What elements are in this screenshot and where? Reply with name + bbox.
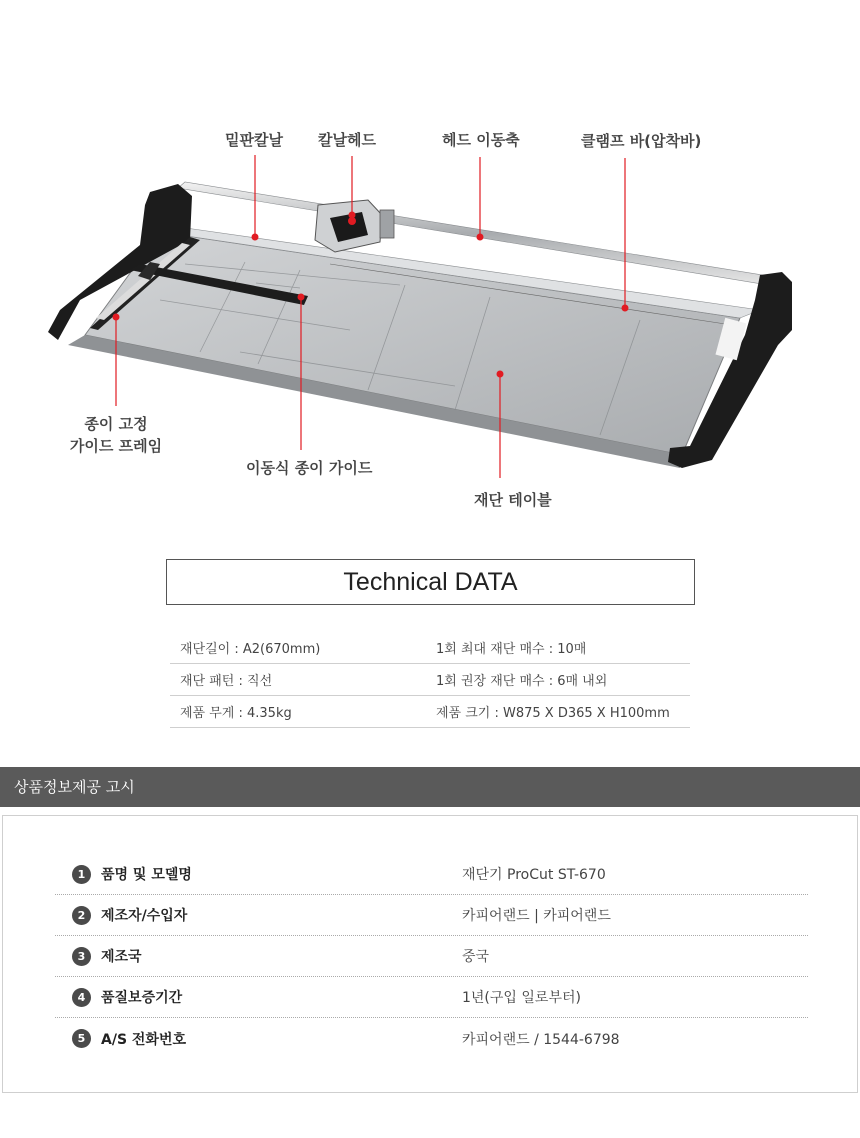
number-badge: 2 [72,906,91,925]
callout-movable-guide: 이동식 종이 가이드 [246,459,373,477]
info-label: 품명 및 모델명 [101,867,192,883]
info-row-origin [55,936,808,977]
marker-head-shaft [477,234,484,241]
number-badge: 5 [72,1029,91,1048]
info-value: 카피어랜드 / 1544-6798 [462,1031,620,1048]
marker-base-blade [252,234,259,241]
notice-header: 상품정보제공 고시 [0,767,860,807]
number-badge: 4 [72,988,91,1007]
spec-recommended-sheets: 1회 권장 재단 매수 : 6매 내외 [436,674,608,689]
product-diagram [0,0,860,540]
callout-fixed-guide-line2: 가이드 프레임 [69,437,163,455]
info-value: 카피어랜드 | 카피어랜드 [462,908,611,924]
info-label: A/S 전화번호 [101,1031,187,1048]
number-badge: 1 [72,865,91,884]
callout-cutting-table: 재단 테이블 [474,491,552,509]
callout-base-blade: 밑판칼날 [225,131,283,149]
notice-table [2,815,858,1093]
info-value: 1년(구입 일로부터) [462,990,581,1006]
info-label: 품질보증기간 [101,990,183,1006]
callout-fixed-guide [68,413,164,457]
spec-row [170,632,690,664]
marker-blade-head [349,212,356,219]
info-value: 중국 [462,949,490,965]
spec-dimensions: 제품 크기 : W875 X D365 X H100mm [436,706,670,721]
spec-table [170,632,690,728]
info-row-service-phone [55,1018,808,1059]
technical-data-title: Technical DATA [166,559,695,605]
spec-row [170,696,690,728]
spec-weight: 제품 무게 : 4.35kg [180,706,292,721]
number-badge: 3 [72,947,91,966]
info-value: 재단기 ProCut ST-670 [462,867,606,883]
callout-clamp-bar: 클램프 바(압착바) [581,132,702,150]
marker-movable-guide [298,294,305,301]
callout-fixed-guide-line1: 종이 고정 [84,415,148,433]
info-row-warranty [55,977,808,1018]
callout-head-shaft: 헤드 이동축 [442,131,520,149]
info-row-model [55,854,808,895]
spec-max-sheets: 1회 최대 재단 매수 : 10매 [436,642,587,657]
marker-cutting-table [497,371,504,378]
spec-row [170,664,690,696]
spec-cut-pattern: 재단 패턴 : 직선 [180,674,273,689]
spec-cutting-length: 재단길이 : A2(670mm) [180,642,321,657]
info-label: 제조자/수입자 [101,908,188,924]
marker-clamp-bar [622,305,629,312]
info-row-manufacturer [55,895,808,936]
paper-cutter-illustration [0,0,860,540]
info-label: 제조국 [101,949,142,965]
callout-blade-head: 칼날헤드 [318,131,376,149]
marker-fixed-guide [113,314,120,321]
